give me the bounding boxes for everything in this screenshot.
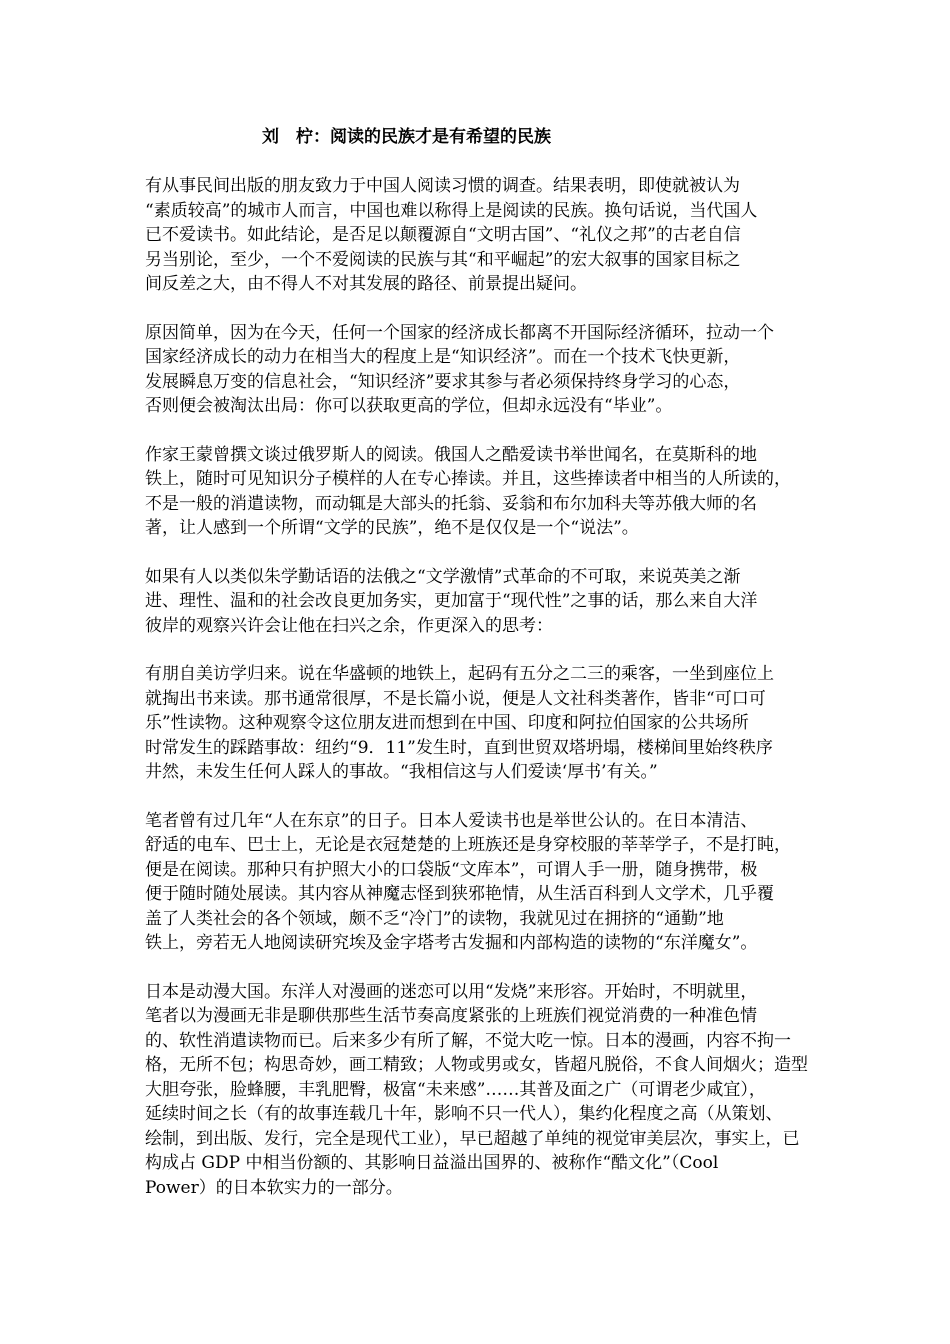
text-line: 日本是动漫大国。东洋人对漫画的迷恋可以用“发烧”来形容。开始时，不明就里， [145, 981, 758, 1002]
text-line: 舒适的电车、巴士上，无论是衣冠楚楚的上班族还是身穿校服的莘莘学子，不是打盹， [145, 835, 791, 855]
paragraph [145, 174, 810, 297]
paragraph [145, 980, 810, 1201]
text-line: 的、软性消遣读物而已。后来多少有所了解，不觉大吃一惊。日本的漫画，内容不拘一 [145, 1030, 791, 1051]
text-line: 不是一般的消遣读物，而动辄是大部头的托翁、妥翁和布尔加科夫等苏俄大师的名 [145, 493, 757, 514]
paragraph [145, 321, 810, 419]
paragraph [145, 565, 810, 639]
text-line: 原因简单，因为在今天，任何一个国家的经济成长都离不开国际经济循环，拉动一个 [145, 322, 774, 343]
paragraph [145, 443, 810, 541]
text-line: 笔者曾有过几年“人在东京”的日子。日本人爱读书也是举世公认的。在日本清洁、 [145, 810, 758, 831]
text-line: 笔者以为漫画无非是聊供那些生活节奏高度紧张的上班族们视觉消费的一种准色情 [145, 1006, 757, 1026]
text-line: Power）的日本软实力的一部分。 [145, 1177, 403, 1198]
text-line: 井然，未发生任何人踩人的事故。“我相信这与人们爱读‘厚书’有关。” [145, 762, 658, 782]
text-line: 否则便会被淘汰出局：你可以获取更高的学位，但却永远没有“毕业”。 [145, 396, 673, 416]
text-line: 乐”性读物。这种观察令这位朋友进而想到在中国、印度和阿拉伯国家的公共场所 [145, 713, 749, 733]
text-line: 时常发生的踩踏事故：纽约“9．11”发生时，直到世贸双塔坍塌，楼梯间里始终秩序 [145, 737, 773, 758]
article-body [145, 174, 810, 1224]
text-line: 作家王蒙曾撰文谈过俄罗斯人的阅读。俄国人之酷爱读书举世闻名，在莫斯科的地 [145, 444, 757, 465]
text-line: 著，让人感到一个所谓“文学的民族”，绝不是仅仅是一个“说法”。 [145, 518, 639, 538]
text-line: 盖了人类社会的各个领域，颇不乏“冷门”的读物，我就见过在拥挤的“通勤”地 [145, 908, 724, 929]
text-line: 绘制，到出版、发行，完全是现代工业），早已超越了单纯的视觉审美层次，事实上，已 [145, 1128, 800, 1149]
text-line: 另当别论，至少，一个不爱阅读的民族与其“和平崛起”的宏大叙事的国家目标之 [145, 249, 741, 270]
paragraph [145, 662, 810, 785]
article-title: 刘 柠：阅读的民族才是有希望的民族 [262, 127, 551, 147]
text-line: 间反差之大，由不得人不对其发展的路径、前景提出疑问。 [145, 274, 587, 294]
text-line: 铁上，旁若无人地阅读研究埃及金字塔考古发掘和内部构造的读物的“东洋魔女”。 [145, 933, 758, 953]
text-line: 延续时间之长（有的故事连载几十年，影响不只一代人），集约化程度之高（从策划、 [145, 1104, 783, 1124]
text-line: 构成占 GDP 中相当份额的、其影响日益溢出国界的、被称作“酷文化”（Cool [145, 1153, 719, 1173]
text-line: 便于随时随处展读。其内容从神魔志怪到狭邪艳情，从生活百科到人文学术，几乎覆 [145, 884, 774, 904]
text-line: 彼岸的观察兴许会让他在扫兴之余，作更深入的思考： [145, 615, 553, 636]
text-line: 格，无所不包；构思奇妙，画工精致；人物或男或女，皆超凡脱俗，不食人间烟火；造型 [145, 1055, 808, 1075]
text-line: 进、理性、温和的社会改良更加务实，更加富于“现代性”之事的话，那么来自大洋 [145, 591, 758, 611]
text-line: “素质较高”的城市人而言，中国也难以称得上是阅读的民族。换句话说，当代国人 [145, 200, 758, 221]
text-line: 有朋自美访学归来。说在华盛顿的地铁上，起码有五分之二三的乘客，一坐到座位上 [145, 664, 774, 684]
text-line: 如果有人以类似朱学勤话语的法俄之“文学激情”式革命的不可取，来说英美之渐 [145, 566, 741, 587]
text-line: 已不爱读书。如此结论，是否足以颠覆源自“文明古国”、“礼仪之邦”的古老自信 [145, 225, 741, 245]
text-line: 发展瞬息万变的信息社会，“知识经济”要求其参与者必须保持终身学习的心态， [145, 371, 741, 392]
text-line: 有从事民间出版的朋友致力于中国人阅读习惯的调查。结果表明，即使就被认为 [145, 176, 740, 196]
paragraph [145, 809, 810, 956]
text-line: 铁上，随时可见知识分子模样的人在专心捧读。并且，这些捧读者中相当的人所读的， [145, 469, 791, 489]
text-line: 便是在阅读。那种只有护照大小的口袋版“文库本”，可谓人手一册，随身携带，极 [145, 859, 758, 880]
text-line: 大胆夸张，脸蜂腰，丰乳肥臀，极富“未来感”……其普及面之广（可谓老少咸宜）， [145, 1079, 766, 1100]
text-line: 就掏出书来读。那书通常很厚，不是长篇小说，便是人文社科类著作，皆非“可口可 [145, 688, 766, 709]
text-line: 国家经济成长的动力在相当大的程度上是“知识经济”。而在一个技术飞快更新， [145, 347, 741, 367]
